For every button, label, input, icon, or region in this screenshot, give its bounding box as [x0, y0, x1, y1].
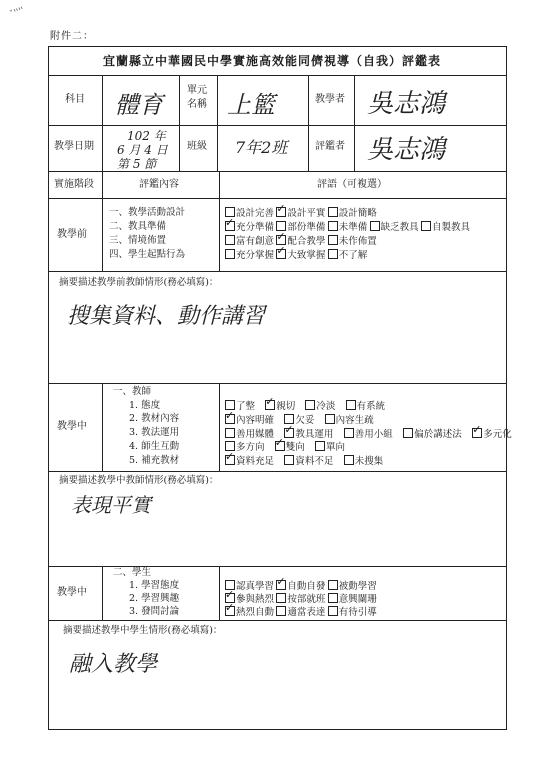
check-mark-icon: ✓	[284, 422, 294, 436]
header-comments: 評語（可複選）	[317, 179, 387, 190]
teacher-note-label: 摘要描述教學中教師情形(務必填寫)：	[59, 475, 219, 486]
checkbox[interactable]	[344, 428, 354, 438]
student-item-2: 2. 學習興趣	[129, 593, 180, 604]
checkbox[interactable]	[284, 422, 294, 438]
option-label: 有待引導	[338, 607, 377, 618]
checkbox[interactable]	[276, 244, 286, 259]
checkbox[interactable]	[325, 414, 335, 424]
check-mark-icon: ✓	[265, 395, 275, 408]
subject-label: 科目	[65, 94, 85, 105]
before-option[interactable]	[276, 202, 326, 220]
check-mark-icon: ✓	[276, 230, 286, 243]
option-label: 認真學習	[236, 581, 275, 592]
corner-mark: ˇ''''	[8, 5, 26, 21]
evaluation-form	[48, 46, 512, 730]
class-label: 班級	[187, 141, 207, 152]
attachment-label: 附件二：	[50, 31, 94, 42]
header-stage: 實施階段	[54, 179, 94, 190]
teacher-option[interactable]	[225, 450, 275, 468]
checkbox[interactable]	[328, 235, 338, 245]
check-mark-icon: ✓	[225, 588, 235, 601]
option-label: 了整	[236, 401, 256, 412]
option-label: 親切	[276, 401, 296, 412]
checkbox[interactable]	[274, 436, 285, 451]
checkbox[interactable]	[284, 455, 294, 465]
student-option[interactable]	[276, 593, 325, 606]
before-option[interactable]	[328, 235, 377, 248]
checkbox[interactable]	[421, 221, 431, 231]
option-label: 充分掌握	[236, 250, 275, 261]
before-stage-label: 教學前	[57, 229, 87, 240]
option-label: 冷淡	[316, 401, 336, 412]
teacher-option[interactable]	[472, 422, 512, 441]
before-option[interactable]	[328, 249, 368, 262]
checkbox[interactable]	[225, 450, 235, 465]
class-value: 7年2班	[235, 138, 288, 157]
header-content: 評鑑內容	[139, 179, 179, 190]
teacher-option[interactable]	[315, 441, 345, 454]
before-option[interactable]	[225, 249, 274, 262]
teacher-option[interactable]	[225, 428, 274, 441]
student-note-text: 融入教學	[69, 652, 158, 677]
before-option[interactable]	[328, 221, 368, 234]
checkbox[interactable]	[225, 408, 235, 424]
unit-value: 上籃	[227, 91, 275, 119]
teacher-value: 吳志鴻	[367, 89, 446, 119]
check-mark-icon: ✓	[225, 601, 235, 614]
checkbox[interactable]	[276, 593, 286, 603]
student-group-label: 二、學生	[113, 567, 152, 578]
option-label: 自動自發	[287, 581, 326, 592]
checkbox[interactable]	[403, 428, 413, 438]
teacher-option[interactable]	[344, 428, 393, 441]
teacher-option[interactable]	[346, 400, 386, 413]
date-line-2: 6 月 4 日	[117, 143, 168, 157]
option-label: 自製教具	[432, 222, 471, 233]
student-option[interactable]	[328, 593, 377, 606]
teacher-item-4: 4. 師生互動	[129, 441, 180, 452]
option-label: 內容生疏	[335, 414, 374, 426]
before-item-4: 四、學生起點行為	[109, 249, 186, 260]
checkbox[interactable]	[315, 441, 325, 451]
option-label: 多方向	[236, 442, 265, 454]
checkbox[interactable]	[225, 601, 235, 616]
checkbox[interactable]	[225, 216, 235, 231]
option-label: 多元化	[483, 428, 512, 440]
checkbox[interactable]	[305, 400, 315, 410]
before-option[interactable]	[421, 221, 470, 234]
before-note-text: 搜集資料、動作講習	[67, 304, 266, 329]
option-label: 充分準備	[236, 222, 275, 233]
option-label: 配合教學	[287, 236, 326, 247]
checkbox[interactable]	[328, 606, 338, 616]
option-label: 雙向	[285, 442, 305, 454]
date-label: 教學日期	[54, 141, 94, 152]
form-title: 宜蘭縣立中華國民中學實施高效能同儕視導（自我）評鑑表	[103, 54, 442, 68]
checkbox[interactable]	[328, 580, 338, 590]
option-label: 設計簡略	[338, 208, 377, 219]
unit-label-2: 名稱	[187, 99, 207, 110]
teacher-option[interactable]	[284, 455, 333, 468]
option-label: 資料不足	[295, 456, 334, 468]
check-mark-icon: ✓	[276, 244, 286, 257]
checkbox[interactable]	[328, 207, 338, 217]
option-label: 未作佈置	[338, 236, 377, 247]
option-label: 設計完善	[236, 208, 275, 219]
checkbox[interactable]	[276, 606, 286, 616]
teacher-item-5: 5. 補充教材	[129, 455, 180, 466]
option-label: 內容明確	[236, 414, 275, 426]
check-mark-icon: ✓	[276, 202, 286, 215]
student-option[interactable]	[276, 606, 325, 619]
checkbox[interactable]	[225, 249, 235, 259]
evaluator-value: 吳志鴻	[367, 135, 446, 165]
student-item-3: 3. 發問討論	[129, 606, 180, 617]
before-note-label: 摘要描述教學前教師情形(務必填寫)：	[59, 277, 219, 288]
subject-value: 體育	[115, 91, 163, 119]
checkbox[interactable]	[328, 593, 338, 603]
during-teacher-stage-label: 教學中	[57, 421, 87, 432]
date-line-1: 102 年	[127, 129, 166, 143]
teacher-item-1: 1. 態度	[129, 400, 161, 411]
teacher-option[interactable]	[274, 436, 305, 454]
option-label: 教具運用	[295, 428, 334, 440]
checkbox[interactable]	[344, 455, 354, 465]
option-label: 善用媒體	[236, 428, 275, 440]
evaluator-label: 評鑑者	[315, 141, 345, 152]
teacher-note-text: 表現平實	[71, 493, 151, 517]
checkbox[interactable]	[225, 428, 235, 438]
teacher-option[interactable]	[284, 422, 334, 441]
option-label: 偏於講述法	[414, 428, 462, 440]
option-label: 未搜集	[354, 456, 384, 468]
checkbox[interactable]	[276, 202, 286, 217]
option-label: 未準備	[338, 222, 368, 233]
before-option[interactable]	[370, 221, 419, 234]
teacher-group-label: 一、教師	[113, 386, 152, 397]
teacher-option[interactable]	[305, 400, 335, 413]
option-label: 不了解	[338, 250, 368, 261]
checkbox[interactable]	[370, 221, 380, 231]
option-label: 缺乏教具	[380, 222, 419, 233]
during-student-stage-label: 教學中	[57, 587, 87, 598]
option-label: 參與熱烈	[236, 594, 275, 605]
check-mark-icon: ✓	[472, 422, 482, 436]
before-option[interactable]	[328, 207, 377, 220]
checkbox[interactable]	[265, 395, 275, 410]
student-option[interactable]	[276, 575, 326, 593]
teacher-label: 教學者	[315, 94, 345, 105]
teacher-option[interactable]	[265, 395, 296, 413]
before-item-2: 二、教具準備	[109, 221, 167, 232]
before-option[interactable]	[225, 235, 274, 248]
option-label: 按部就班	[287, 594, 326, 605]
checkbox[interactable]	[225, 235, 235, 245]
check-mark-icon: ✓	[225, 450, 235, 464]
student-item-1: 1. 學習態度	[129, 580, 180, 591]
option-label: 部份準備	[287, 222, 326, 233]
before-option[interactable]	[276, 244, 326, 262]
option-label: 資料充足	[236, 456, 275, 468]
student-option[interactable]	[225, 601, 275, 619]
option-label: 善用小組	[354, 428, 393, 440]
option-label: 欠妥	[295, 414, 315, 426]
student-option[interactable]	[328, 580, 377, 593]
teacher-item-2: 2. 教材內容	[129, 413, 180, 424]
option-label: 富有創意	[236, 236, 275, 247]
checkbox[interactable]	[328, 249, 338, 259]
teacher-option[interactable]	[325, 414, 374, 427]
before-item-1: 一、教學活動設計	[109, 207, 186, 218]
option-label: 適當表達	[287, 607, 326, 618]
option-label: 大致掌握	[287, 250, 326, 261]
before-item-3: 三、情境佈置	[109, 235, 167, 246]
checkbox[interactable]	[276, 575, 286, 590]
teacher-item-3: 3. 教法運用	[129, 427, 180, 438]
checkbox[interactable]	[346, 400, 356, 410]
before-option[interactable]	[225, 216, 275, 234]
check-mark-icon: ✓	[225, 408, 235, 422]
teacher-option[interactable]	[403, 428, 462, 441]
option-label: 單向	[326, 442, 346, 454]
date-line-3: 第 5 節	[117, 157, 157, 171]
check-mark-icon: ✓	[225, 216, 235, 229]
unit-label-1: 單元	[187, 85, 207, 96]
checkbox[interactable]	[472, 422, 482, 438]
teacher-option[interactable]	[344, 455, 384, 468]
option-label: 被動學習	[338, 581, 377, 592]
option-label: 熱烈自動	[236, 607, 275, 618]
teacher-option[interactable]	[225, 408, 275, 427]
option-label: 有系統	[356, 401, 386, 412]
checkbox[interactable]	[328, 221, 338, 231]
option-label: 意興闌珊	[338, 594, 377, 605]
check-mark-icon: ✓	[276, 575, 286, 588]
student-note-label: 摘要描述教學中學生情形(務必填寫)：	[63, 625, 223, 636]
student-option[interactable]	[328, 606, 377, 619]
option-label: 設計平實	[287, 208, 326, 219]
check-mark-icon: ✓	[274, 436, 285, 450]
